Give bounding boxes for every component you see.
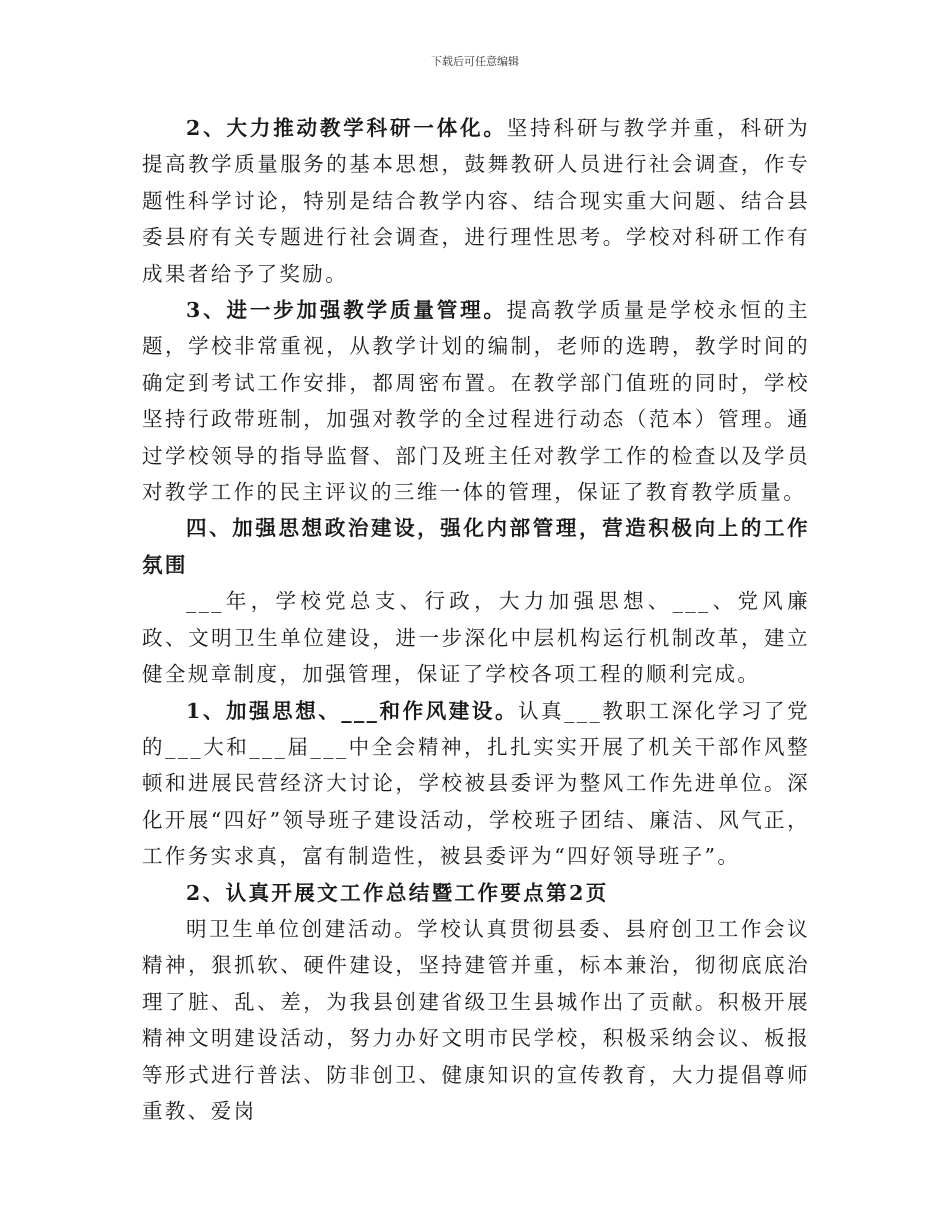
paragraph-text: ___年，学校党总支、行政，大力加强思想、___、党风廉政、文明卫生单位建设，进一步深化中层机构运行机制改革，建立健全规章制度，加强管理，保证了学校各项工程的顺利完成。 bbox=[142, 589, 810, 687]
section-heading-four: 四、加强思想政治建设，强化内部管理，营造积极向上的工作氛围 bbox=[142, 516, 810, 577]
document-body bbox=[142, 110, 810, 1129]
paragraph-text: 坚持科研与教学并重，科研为提高教学质量服务的基本思想，鼓舞教研人员进行社会调查，作专题性科学讨论，特别是结合教学内容、结合现实重大问题、结合县委县府有关专题进行社会调查，进行理性思考。学校对科研工作有成果者给予了奖励。 bbox=[142, 116, 810, 286]
paragraph-text: 明卫生单位创建活动。学校认真贯彻县委、县府创卫工作会议精神，狠抓软、硬件建设，坚持建管并重，标本兼治，彻彻底底治理了脏、乱、差，为我县创建省级卫生县城作出了贡献。积极开展精神文明建设活动，努力办好文明市民学校，积极采纳会议、板报等形式进行普法、防非创卫、健康知识的宣传教育，大力提倡尊师重教、爱岗 bbox=[142, 916, 810, 1123]
paragraph-lead: 1、加强思想、___和作风建设。 bbox=[186, 698, 519, 723]
paragraph-intro-year bbox=[142, 583, 810, 692]
page-header-note: 下载后可任意编辑 bbox=[431, 55, 519, 68]
paragraph-lead: 2、大力推动教学科研一体化。 bbox=[186, 116, 507, 140]
paragraph-quality-management bbox=[142, 292, 810, 510]
paragraph-text: 提高教学质量是学校永恒的主题，学校非常重视，从教学计划的编制，老师的选聘，教学时间的确定到考试工作安排，都周密布置。在教学部门值班的同时，学校坚持行政带班制，加强对教学的全过程进行动态（范本）管理。通过学校领导的指导监督、部门及班主任对教学工作的检查以及学员对教学工作的民主评议的三维一体的管理，保证了教育教学质量。 bbox=[142, 298, 810, 505]
paragraph-lead: 3、进一步加强教学质量管理。 bbox=[186, 298, 507, 323]
paragraph-ideology-style bbox=[142, 693, 810, 875]
paragraph-text: 认真___教职工深化学习了党的___大和___届___中全会精神，扎扎实实开展了机关干部作风整顿和进展民营经济大讨论，学校被县委评为整风工作先进单位。深化开展“四好”领导班子建设活动，学校班子团结、廉洁、风气正，工作务实求真，富有制造性，被县委评为“四好领导班子”。 bbox=[142, 698, 810, 869]
paragraph-teaching-research bbox=[142, 110, 810, 292]
paragraph-civilization-heading bbox=[142, 875, 810, 911]
paragraph-sanitation bbox=[142, 911, 810, 1129]
paragraph-lead: 2、认真开展文工作总结暨工作要点第2页 bbox=[186, 880, 609, 905]
